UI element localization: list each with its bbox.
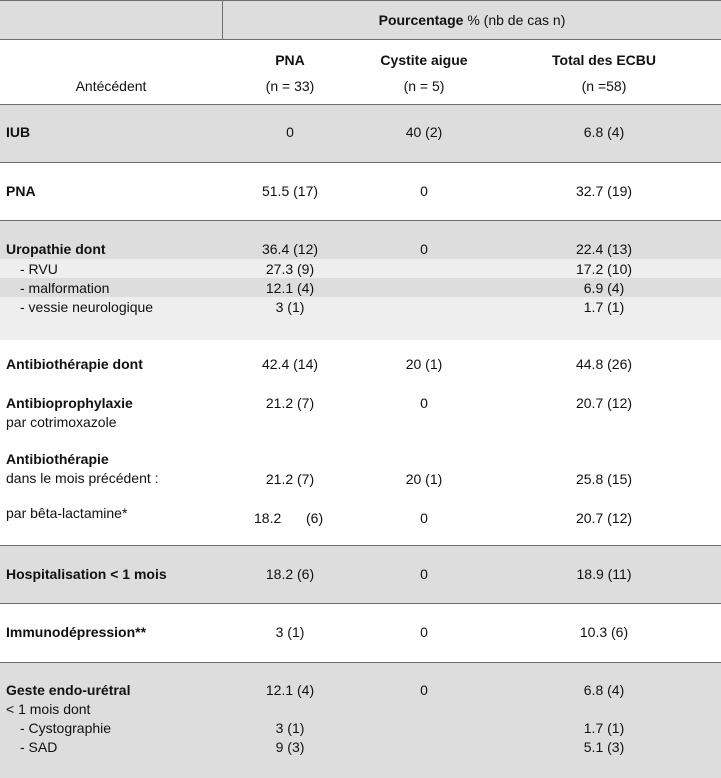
row-label-iub: IUB (6, 124, 31, 140)
col-header-cystite-n: (n = 5) (403, 78, 445, 94)
cell-hospitalisation-pna: 18.2 (6) (265, 566, 315, 582)
row-rule-hosp (0, 603, 721, 604)
row-label-immuno: Immunodépression** (6, 624, 147, 640)
cell-rvu-total: 17.2 (10) (575, 261, 633, 277)
cell-uropathie-pna: 36.4 (12) (261, 241, 319, 257)
cell-iub-pna: 0 (286, 124, 294, 140)
cell-vessie-total: 1.7 (1) (583, 299, 625, 315)
row-label-antibioprophylaxie: Antibioprophylaxie (6, 395, 133, 411)
cell-beta-cystite: 0 (420, 510, 428, 526)
cell-uropathie-cystite: 0 (420, 241, 428, 257)
cell-geste-cystite: 0 (420, 682, 428, 698)
cell-antibio-mois-pna: 21.2 (7) (265, 471, 315, 487)
cell-immuno-pna: 3 (1) (275, 624, 305, 640)
cell-beta-pna-count: (6) (306, 510, 324, 526)
row-label-vessie: - vessie neurologique (20, 299, 154, 315)
cell-rvu-pna: 27.3 (9) (265, 261, 315, 277)
cell-pna-total: 32.7 (19) (575, 183, 633, 199)
row-sublabel-antibio-mois: dans le mois précédent : (6, 470, 159, 486)
row-rule-pna (0, 220, 721, 221)
header-rule (0, 39, 721, 40)
cell-antibio-mois-total: 25.8 (15) (575, 471, 633, 487)
row-rule-iub (0, 162, 721, 163)
cell-antibioprophylaxie-pna: 21.2 (7) (265, 395, 315, 411)
row-label-antibio-mois: Antibiothérapie (6, 451, 109, 467)
cell-antibio-mois-cystite: 20 (1) (405, 471, 443, 487)
cell-hospitalisation-cystite: 0 (420, 566, 428, 582)
col-header-total-n: (n =58) (581, 78, 627, 94)
cell-sad-pna: 9 (3) (275, 739, 305, 755)
cell-immuno-cystite: 0 (420, 624, 428, 640)
col-header-cystite: Cystite aigue (380, 52, 468, 68)
cell-hospitalisation-total: 18.9 (11) (576, 566, 632, 582)
cell-pna-pna: 51.5 (17) (261, 183, 319, 199)
cell-cystographie-pna: 3 (1) (275, 720, 305, 736)
top-rule (0, 0, 721, 1)
row-label-geste: Geste endo-urétral (6, 682, 131, 698)
cell-antibiotherapie-cystite: 20 (1) (405, 356, 443, 372)
cell-antibiotherapie-total: 44.8 (26) (575, 356, 633, 372)
row-label-beta: par bêta-lactamine* (6, 505, 128, 521)
row-label-uropathie: Uropathie dont (6, 241, 106, 257)
row-label-antibiotherapie: Antibiothérapie dont (6, 356, 143, 372)
header-bottom-rule (0, 104, 721, 105)
cell-iub-total: 6.8 (4) (583, 124, 625, 140)
cell-antibioprophylaxie-total: 20.7 (12) (575, 395, 633, 411)
row-label-cystographie: - Cystographie (20, 720, 112, 736)
cell-malformation-total: 6.9 (4) (583, 280, 625, 296)
col-header-pna: PNA (275, 52, 305, 68)
cell-geste-total: 6.8 (4) (583, 682, 625, 698)
header-column-divider (222, 0, 223, 39)
row-rule-immuno (0, 662, 721, 663)
row-sublabel-antibioprophylaxie: par cotrimoxazole (6, 414, 117, 430)
cell-iub-cystite: 40 (2) (405, 124, 443, 140)
cell-sad-total: 5.1 (3) (583, 739, 625, 755)
row-label-malformation: - malformation (20, 280, 110, 296)
cell-immuno-total: 10.3 (6) (579, 624, 629, 640)
row-label-rvu: - RVU (20, 261, 58, 277)
row-label-pna: PNA (6, 183, 36, 199)
cell-beta-total: 20.7 (12) (575, 510, 633, 526)
cell-antibioprophylaxie-cystite: 0 (420, 395, 428, 411)
cell-vessie-pna: 3 (1) (275, 299, 305, 315)
row-rule-antibio (0, 545, 721, 546)
cell-beta-pna-value: 18.2 (254, 510, 282, 526)
column-group-title: Pourcentage % (nb de cas n) (378, 12, 566, 28)
cell-antibiotherapie-pna: 42.4 (14) (261, 356, 319, 372)
row-label-sad: - SAD (20, 739, 58, 755)
col-header-total: Total des ECBU (552, 52, 656, 68)
col-header-antecedent: Antécédent (75, 78, 147, 94)
header-group-band (0, 0, 721, 39)
col-header-pna-n: (n = 33) (265, 78, 315, 94)
cell-uropathie-total: 22.4 (13) (575, 241, 633, 257)
row-label-hospitalisation: Hospitalisation < 1 mois (6, 566, 167, 582)
cell-cystographie-total: 1.7 (1) (583, 720, 625, 736)
cell-malformation-pna: 12.1 (4) (265, 280, 315, 296)
cell-geste-pna: 12.1 (4) (265, 682, 315, 698)
row-sublabel-geste: < 1 mois dont (6, 701, 91, 717)
cell-pna-cystite: 0 (420, 183, 428, 199)
